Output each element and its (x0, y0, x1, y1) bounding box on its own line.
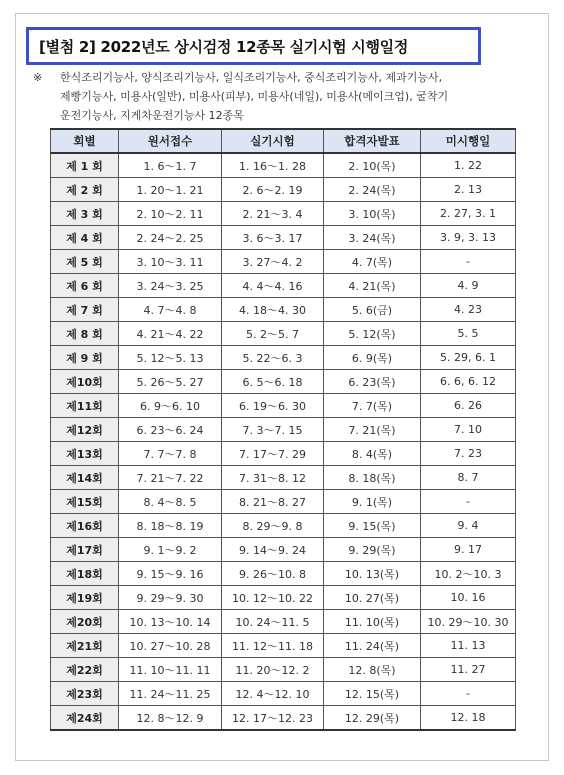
exam-period-cell: 5. 22～6. 3 (222, 346, 324, 370)
exam-period-cell: 10. 24～11. 5 (222, 610, 324, 634)
header-round: 회별 (51, 129, 119, 153)
application-period-cell: 7. 7～7. 8 (119, 442, 222, 466)
application-period-cell: 7. 21～7. 22 (119, 466, 222, 490)
table-row (51, 538, 516, 562)
non-exam-day-cell: 11. 27 (421, 658, 516, 682)
table-row (51, 274, 516, 298)
application-period-cell: 12. 8～12. 9 (119, 706, 222, 731)
non-exam-day-cell: 3. 9, 3. 13 (421, 226, 516, 250)
result-date-cell: 3. 24(목) (324, 226, 421, 250)
exam-period-cell: 6. 5～6. 18 (222, 370, 324, 394)
round-cell: 제16회 (51, 514, 119, 538)
round-cell: 제21회 (51, 634, 119, 658)
exam-period-cell: 7. 31～8. 12 (222, 466, 324, 490)
round-cell: 제22회 (51, 658, 119, 682)
exam-period-cell: 9. 26～10. 8 (222, 562, 324, 586)
round-cell: 제20회 (51, 610, 119, 634)
result-date-cell: 6. 9(목) (324, 346, 421, 370)
round-cell: 제 2 회 (51, 178, 119, 202)
result-date-cell: 7. 21(목) (324, 418, 421, 442)
note-line: 제빵기능사, 미용사(일반), 미용사(피부), 미용사(네일), 미용사(메이크업), 굴착기 (60, 90, 449, 103)
result-date-cell: 9. 1(목) (324, 490, 421, 514)
application-period-cell: 11. 10～11. 11 (119, 658, 222, 682)
table-row (51, 250, 516, 274)
result-date-cell: 10. 13(목) (324, 562, 421, 586)
result-date-cell: 8. 18(목) (324, 466, 421, 490)
round-cell: 제24회 (51, 706, 119, 731)
result-date-cell: 12. 15(목) (324, 682, 421, 706)
exam-schedule-table (50, 128, 516, 731)
result-date-cell: 5. 12(목) (324, 322, 421, 346)
application-period-cell: 10. 13～10. 14 (119, 610, 222, 634)
application-period-cell: 10. 27～10. 28 (119, 634, 222, 658)
exam-period-cell: 2. 6～2. 19 (222, 178, 324, 202)
document-title: [별첨 2] 2022년도 상시검정 12종목 실기시험 시행일정 (39, 37, 409, 56)
exam-period-cell: 11. 20～12. 2 (222, 658, 324, 682)
application-period-cell: 3. 24～3. 25 (119, 274, 222, 298)
round-cell: 제11회 (51, 394, 119, 418)
application-period-cell: 8. 4～8. 5 (119, 490, 222, 514)
table-row (51, 562, 516, 586)
table-row (51, 634, 516, 658)
non-exam-day-cell: 10. 16 (421, 586, 516, 610)
round-cell: 제23회 (51, 682, 119, 706)
application-period-cell: 2. 10～2. 11 (119, 202, 222, 226)
table-row (51, 442, 516, 466)
non-exam-day-cell: 4. 23 (421, 298, 516, 322)
round-cell: 제 5 회 (51, 250, 119, 274)
application-period-cell: 5. 12～5. 13 (119, 346, 222, 370)
exam-period-cell: 7. 17～7. 29 (222, 442, 324, 466)
table-row (51, 490, 516, 514)
application-period-cell: 1. 6～1. 7 (119, 153, 222, 178)
exam-period-cell: 8. 21～8. 27 (222, 490, 324, 514)
target-items-note (33, 68, 530, 125)
non-exam-day-cell: 2. 27, 3. 1 (421, 202, 516, 226)
exam-period-cell: 12. 17～12. 23 (222, 706, 324, 731)
application-period-cell: 1. 20～1. 21 (119, 178, 222, 202)
table-row (51, 658, 516, 682)
application-period-cell: 5. 26～5. 27 (119, 370, 222, 394)
header-application: 원서접수 (119, 129, 222, 153)
table-row (51, 418, 516, 442)
exam-period-cell: 3. 27～4. 2 (222, 250, 324, 274)
table-row (51, 322, 516, 346)
result-date-cell: 5. 6(금) (324, 298, 421, 322)
result-date-cell: 9. 15(목) (324, 514, 421, 538)
non-exam-day-cell: 11. 13 (421, 634, 516, 658)
round-cell: 제 6 회 (51, 274, 119, 298)
title-box (26, 27, 481, 65)
exam-period-cell: 9. 14～9. 24 (222, 538, 324, 562)
result-date-cell: 9. 29(목) (324, 538, 421, 562)
exam-period-cell: 5. 2～5. 7 (222, 322, 324, 346)
table-row (51, 202, 516, 226)
application-period-cell: 4. 7～4. 8 (119, 298, 222, 322)
non-exam-day-cell: 4. 9 (421, 274, 516, 298)
result-date-cell: 4. 7(목) (324, 250, 421, 274)
non-exam-day-cell: 7. 10 (421, 418, 516, 442)
round-cell: 제18회 (51, 562, 119, 586)
note-line: 운전기능사, 지게차운전기능사 12종목 (60, 109, 244, 122)
round-cell: 제 4 회 (51, 226, 119, 250)
non-exam-day-cell: 5. 5 (421, 322, 516, 346)
non-exam-day-cell: 2. 13 (421, 178, 516, 202)
result-date-cell: 12. 29(목) (324, 706, 421, 731)
non-exam-day-cell: 7. 23 (421, 442, 516, 466)
exam-period-cell: 12. 4～12. 10 (222, 682, 324, 706)
header-result-announcement: 합격자발표 (324, 129, 421, 153)
non-exam-day-cell: 10. 29～10. 30 (421, 610, 516, 634)
result-date-cell: 6. 23(목) (324, 370, 421, 394)
table-row (51, 706, 516, 731)
table-row (51, 466, 516, 490)
table-body (51, 153, 516, 730)
exam-period-cell: 4. 4～4. 16 (222, 274, 324, 298)
table-row (51, 178, 516, 202)
table-row (51, 298, 516, 322)
round-cell: 제10회 (51, 370, 119, 394)
table-row (51, 346, 516, 370)
non-exam-day-cell: 9. 17 (421, 538, 516, 562)
table-header-row (51, 129, 516, 153)
table-row (51, 153, 516, 178)
round-cell: 제 7 회 (51, 298, 119, 322)
note-line: 한식조리기능사, 양식조리기능사, 일식조리기능사, 중식조리기능사, 제과기능사, (60, 71, 443, 84)
round-cell: 제 3 회 (51, 202, 119, 226)
non-exam-day-cell: 5. 29, 6. 1 (421, 346, 516, 370)
application-period-cell: 9. 29～9. 30 (119, 586, 222, 610)
round-cell: 제 9 회 (51, 346, 119, 370)
non-exam-day-cell: 6. 26 (421, 394, 516, 418)
application-period-cell: 3. 10～3. 11 (119, 250, 222, 274)
application-period-cell: 6. 23～6. 24 (119, 418, 222, 442)
application-period-cell: 6. 9～6. 10 (119, 394, 222, 418)
non-exam-day-cell: - (421, 490, 516, 514)
result-date-cell: 3. 10(목) (324, 202, 421, 226)
non-exam-day-cell: 8. 7 (421, 466, 516, 490)
table-row (51, 586, 516, 610)
table-row (51, 682, 516, 706)
non-exam-day-cell: - (421, 682, 516, 706)
exam-period-cell: 2. 21～3. 4 (222, 202, 324, 226)
non-exam-day-cell: 12. 18 (421, 706, 516, 731)
note-reference-mark: ※ (33, 71, 43, 84)
header-practical-exam: 실기시험 (222, 129, 324, 153)
non-exam-day-cell: 6. 6, 6. 12 (421, 370, 516, 394)
application-period-cell: 9. 15～9. 16 (119, 562, 222, 586)
result-date-cell: 10. 27(목) (324, 586, 421, 610)
exam-period-cell: 4. 18～4. 30 (222, 298, 324, 322)
round-cell: 제14회 (51, 466, 119, 490)
application-period-cell: 8. 18～8. 19 (119, 514, 222, 538)
result-date-cell: 2. 10(목) (324, 153, 421, 178)
round-cell: 제15회 (51, 490, 119, 514)
result-date-cell: 7. 7(목) (324, 394, 421, 418)
result-date-cell: 11. 10(목) (324, 610, 421, 634)
result-date-cell: 2. 24(목) (324, 178, 421, 202)
exam-period-cell: 11. 12～11. 18 (222, 634, 324, 658)
round-cell: 제13회 (51, 442, 119, 466)
non-exam-day-cell: - (421, 250, 516, 274)
table-row (51, 514, 516, 538)
exam-period-cell: 1. 16～1. 28 (222, 153, 324, 178)
round-cell: 제 8 회 (51, 322, 119, 346)
round-cell: 제19회 (51, 586, 119, 610)
table-row (51, 226, 516, 250)
result-date-cell: 4. 21(목) (324, 274, 421, 298)
table-row (51, 610, 516, 634)
round-cell: 제 1 회 (51, 153, 119, 178)
application-period-cell: 2. 24～2. 25 (119, 226, 222, 250)
result-date-cell: 11. 24(목) (324, 634, 421, 658)
application-period-cell: 11. 24～11. 25 (119, 682, 222, 706)
round-cell: 제17회 (51, 538, 119, 562)
exam-period-cell: 3. 6～3. 17 (222, 226, 324, 250)
exam-period-cell: 8. 29～9. 8 (222, 514, 324, 538)
table-row (51, 370, 516, 394)
table-row (51, 394, 516, 418)
result-date-cell: 8. 4(목) (324, 442, 421, 466)
exam-period-cell: 6. 19～6. 30 (222, 394, 324, 418)
application-period-cell: 9. 1～9. 2 (119, 538, 222, 562)
header-non-exam-days: 미시행일 (421, 129, 516, 153)
exam-period-cell: 7. 3～7. 15 (222, 418, 324, 442)
non-exam-day-cell: 10. 2～10. 3 (421, 562, 516, 586)
round-cell: 제12회 (51, 418, 119, 442)
result-date-cell: 12. 8(목) (324, 658, 421, 682)
non-exam-day-cell: 9. 4 (421, 514, 516, 538)
non-exam-day-cell: 1. 22 (421, 153, 516, 178)
exam-period-cell: 10. 12～10. 22 (222, 586, 324, 610)
application-period-cell: 4. 21～4. 22 (119, 322, 222, 346)
